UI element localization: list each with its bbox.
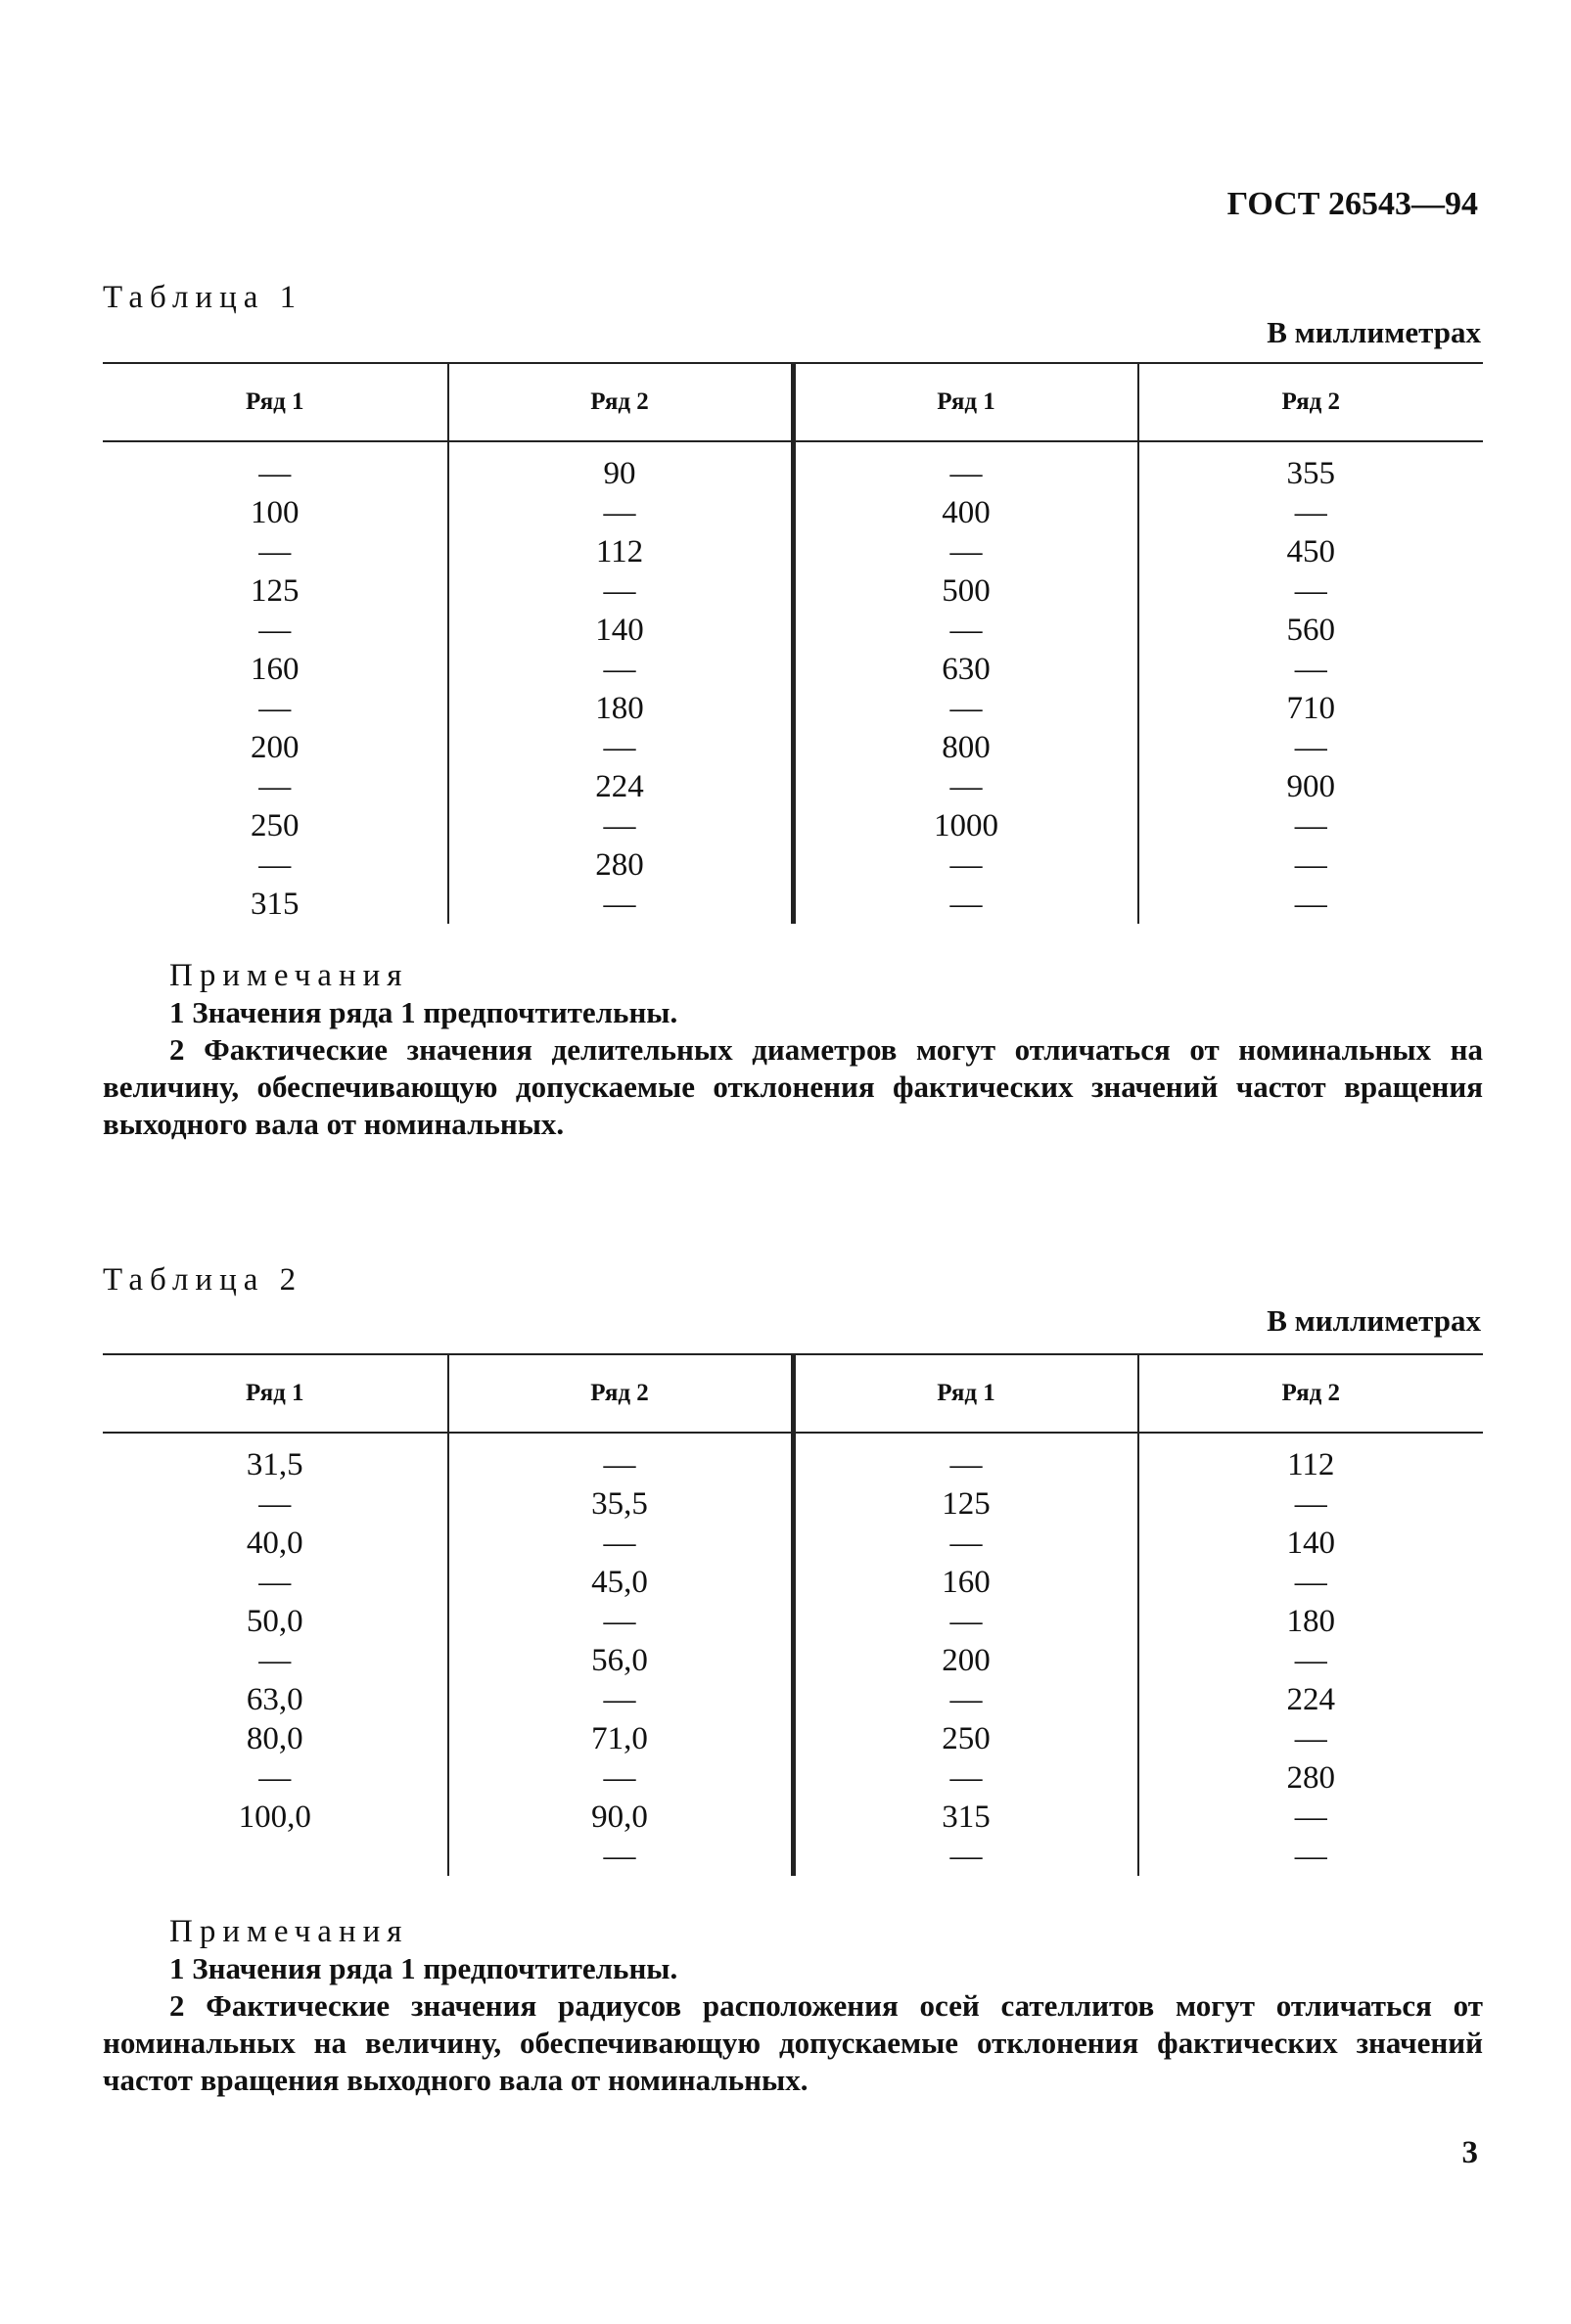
table-2 bbox=[103, 1353, 1483, 1876]
table-cell: — bbox=[448, 571, 794, 611]
table-row bbox=[103, 806, 1483, 845]
table-1-header: Ряд 1 bbox=[793, 363, 1138, 441]
table-cell: — bbox=[448, 885, 794, 924]
table-cell: — bbox=[1294, 1643, 1327, 1678]
table-2-body bbox=[103, 1433, 1483, 1876]
table-cell: — bbox=[448, 650, 794, 689]
table-cell: 35,5 bbox=[448, 1484, 794, 1524]
table-cell: 200 bbox=[103, 728, 448, 767]
table-cell: — bbox=[103, 1758, 448, 1798]
table-cell: — bbox=[1294, 1565, 1327, 1600]
table-cell: — bbox=[1294, 1486, 1327, 1522]
table-cell: 500 bbox=[793, 571, 1138, 611]
table-cell: 125 bbox=[103, 571, 448, 611]
table-row bbox=[103, 689, 1483, 728]
table-1-title: Таблица 1 bbox=[103, 280, 303, 315]
table-row bbox=[103, 1433, 1483, 1484]
table-cell: — bbox=[103, 611, 448, 650]
note-2: 2 Фактические значения делительных диаметров могут отличаться от номинальных на величину, обеспечивающую допускаемые отклонения фактических значений частот вращения выходного вала от номинальных. bbox=[103, 1032, 1483, 1141]
table-cell: 224 bbox=[448, 767, 794, 806]
table-2-notes bbox=[103, 1913, 1483, 2099]
table-cell: 1000 bbox=[793, 806, 1138, 845]
table-cell: 63,0 bbox=[103, 1680, 448, 1719]
table-cell: — bbox=[103, 767, 448, 806]
table-cell: — bbox=[793, 1837, 1138, 1876]
table-cell: — bbox=[793, 1433, 1138, 1484]
table-1-body bbox=[103, 441, 1483, 924]
table-cell: 90 bbox=[448, 441, 794, 493]
table-cell: — bbox=[103, 1563, 448, 1602]
table-row bbox=[103, 571, 1483, 611]
table-cell: — bbox=[103, 689, 448, 728]
table-cell: 280 bbox=[1286, 1760, 1335, 1796]
table-cell: 200 bbox=[793, 1641, 1138, 1680]
table-cell: — bbox=[793, 1524, 1138, 1563]
table-cell: 45,0 bbox=[448, 1563, 794, 1602]
table-cell: 800 bbox=[793, 728, 1138, 767]
table-cell: 710 bbox=[1286, 691, 1335, 726]
table-cell: 315 bbox=[793, 1798, 1138, 1837]
table-cell: — bbox=[793, 885, 1138, 924]
table-cell: — bbox=[448, 1524, 794, 1563]
notes-title: Примечания bbox=[169, 1914, 409, 1949]
table-cell: 80,0 bbox=[103, 1719, 448, 1758]
table-cell: 90,0 bbox=[448, 1798, 794, 1837]
table-cell: 280 bbox=[448, 845, 794, 885]
table-cell: — bbox=[448, 1758, 794, 1798]
table-cell: 450 bbox=[1286, 534, 1335, 570]
table-cell: — bbox=[1294, 495, 1327, 530]
notes-title: Примечания bbox=[169, 958, 409, 993]
table-row bbox=[103, 1837, 1483, 1876]
table-row bbox=[103, 1602, 1483, 1641]
table-cell: — bbox=[448, 806, 794, 845]
table-row bbox=[103, 650, 1483, 689]
table-cell: — bbox=[1294, 887, 1327, 922]
table-cell: 100 bbox=[103, 493, 448, 532]
table-cell: 31,5 bbox=[103, 1433, 448, 1484]
note-1: 1 Значения ряда 1 предпочтительны. bbox=[169, 1951, 678, 1985]
table-cell: 315 bbox=[103, 885, 448, 924]
table-cell: — bbox=[103, 1484, 448, 1524]
table-2-title: Таблица 2 bbox=[103, 1262, 303, 1298]
table-1-header: Ряд 2 bbox=[1138, 363, 1484, 441]
table-row bbox=[103, 441, 1483, 493]
table-cell: — bbox=[448, 493, 794, 532]
table-row bbox=[103, 885, 1483, 924]
table-2-header: Ряд 1 bbox=[103, 1354, 448, 1433]
table-cell: 140 bbox=[448, 611, 794, 650]
table-row bbox=[103, 1680, 1483, 1719]
document-code: ГОСТ 26543—94 bbox=[1226, 186, 1478, 222]
table-cell: 900 bbox=[1286, 769, 1335, 804]
table-1-units: В миллиметрах bbox=[1267, 315, 1481, 349]
table-cell: 56,0 bbox=[448, 1641, 794, 1680]
table-row bbox=[103, 611, 1483, 650]
table-cell: — bbox=[793, 1602, 1138, 1641]
table-cell: 40,0 bbox=[103, 1524, 448, 1563]
table-2-header: Ряд 2 bbox=[1138, 1354, 1484, 1433]
table-cell: 160 bbox=[103, 650, 448, 689]
table-cell: 100,0 bbox=[103, 1798, 448, 1837]
table-2-header: Ряд 2 bbox=[448, 1354, 794, 1433]
table-cell: — bbox=[103, 532, 448, 571]
table-cell: — bbox=[448, 728, 794, 767]
table-cell: 125 bbox=[793, 1484, 1138, 1524]
table-cell bbox=[103, 1837, 448, 1876]
table-row bbox=[103, 532, 1483, 571]
table-cell: 400 bbox=[793, 493, 1138, 532]
table-cell: — bbox=[1294, 1721, 1327, 1756]
table-cell: 160 bbox=[793, 1563, 1138, 1602]
table-cell: — bbox=[103, 845, 448, 885]
table-cell: — bbox=[1294, 847, 1327, 883]
table-1-notes bbox=[103, 957, 1483, 1143]
table-cell: 630 bbox=[793, 650, 1138, 689]
table-cell: — bbox=[1294, 1800, 1327, 1835]
table-row bbox=[103, 1719, 1483, 1758]
table-cell: 180 bbox=[448, 689, 794, 728]
table-cell: — bbox=[448, 1837, 794, 1876]
table-cell: — bbox=[1294, 808, 1327, 843]
table-cell: — bbox=[1294, 1839, 1327, 1874]
table-1-header: Ряд 1 bbox=[103, 363, 448, 441]
table-row bbox=[103, 1641, 1483, 1680]
table-row bbox=[103, 1524, 1483, 1563]
note-2: 2 Фактические значения радиусов расположения осей сателлитов могут отличаться от номинальных на величину, обеспечивающую допускаемые отклонения фактических значений частот вращения выходного вала от номинальных. bbox=[103, 1988, 1483, 2097]
table-cell: 112 bbox=[1287, 1447, 1335, 1482]
table-cell: — bbox=[448, 1602, 794, 1641]
table-row bbox=[103, 728, 1483, 767]
table-cell: — bbox=[448, 1680, 794, 1719]
note-1: 1 Значения ряда 1 предпочтительны. bbox=[169, 995, 678, 1029]
table-cell: 250 bbox=[103, 806, 448, 845]
table-cell: — bbox=[793, 611, 1138, 650]
table-cell: 112 bbox=[448, 532, 794, 571]
page-number: 3 bbox=[1461, 2135, 1478, 2170]
table-cell: 140 bbox=[1286, 1526, 1335, 1561]
table-cell: — bbox=[1294, 730, 1327, 765]
table-2-header: Ряд 1 bbox=[793, 1354, 1138, 1433]
table-cell: 50,0 bbox=[103, 1602, 448, 1641]
table-cell: — bbox=[793, 845, 1138, 885]
table-cell: — bbox=[1294, 652, 1327, 687]
table-cell: — bbox=[103, 1641, 448, 1680]
table-row bbox=[103, 1563, 1483, 1602]
table-cell: — bbox=[793, 532, 1138, 571]
table-cell: 250 bbox=[793, 1719, 1138, 1758]
table-row bbox=[103, 493, 1483, 532]
table-cell: 355 bbox=[1286, 456, 1335, 491]
table-1-header: Ряд 2 bbox=[448, 363, 794, 441]
table-cell: — bbox=[1294, 573, 1327, 609]
table-cell: — bbox=[793, 689, 1138, 728]
table-row bbox=[103, 1758, 1483, 1798]
table-cell: — bbox=[448, 1433, 794, 1484]
table-1 bbox=[103, 362, 1483, 924]
table-row bbox=[103, 1798, 1483, 1837]
table-cell: — bbox=[793, 767, 1138, 806]
table-2-units: В миллиметрах bbox=[1267, 1303, 1481, 1338]
table-cell: — bbox=[793, 1680, 1138, 1719]
table-cell: — bbox=[793, 441, 1138, 493]
table-row bbox=[103, 1484, 1483, 1524]
table-cell: 180 bbox=[1286, 1604, 1335, 1639]
table-cell: — bbox=[103, 441, 448, 493]
table-cell: — bbox=[793, 1758, 1138, 1798]
table-row bbox=[103, 845, 1483, 885]
table-cell: 71,0 bbox=[448, 1719, 794, 1758]
table-cell: 560 bbox=[1286, 613, 1335, 648]
table-row bbox=[103, 767, 1483, 806]
table-cell: 224 bbox=[1286, 1682, 1335, 1717]
